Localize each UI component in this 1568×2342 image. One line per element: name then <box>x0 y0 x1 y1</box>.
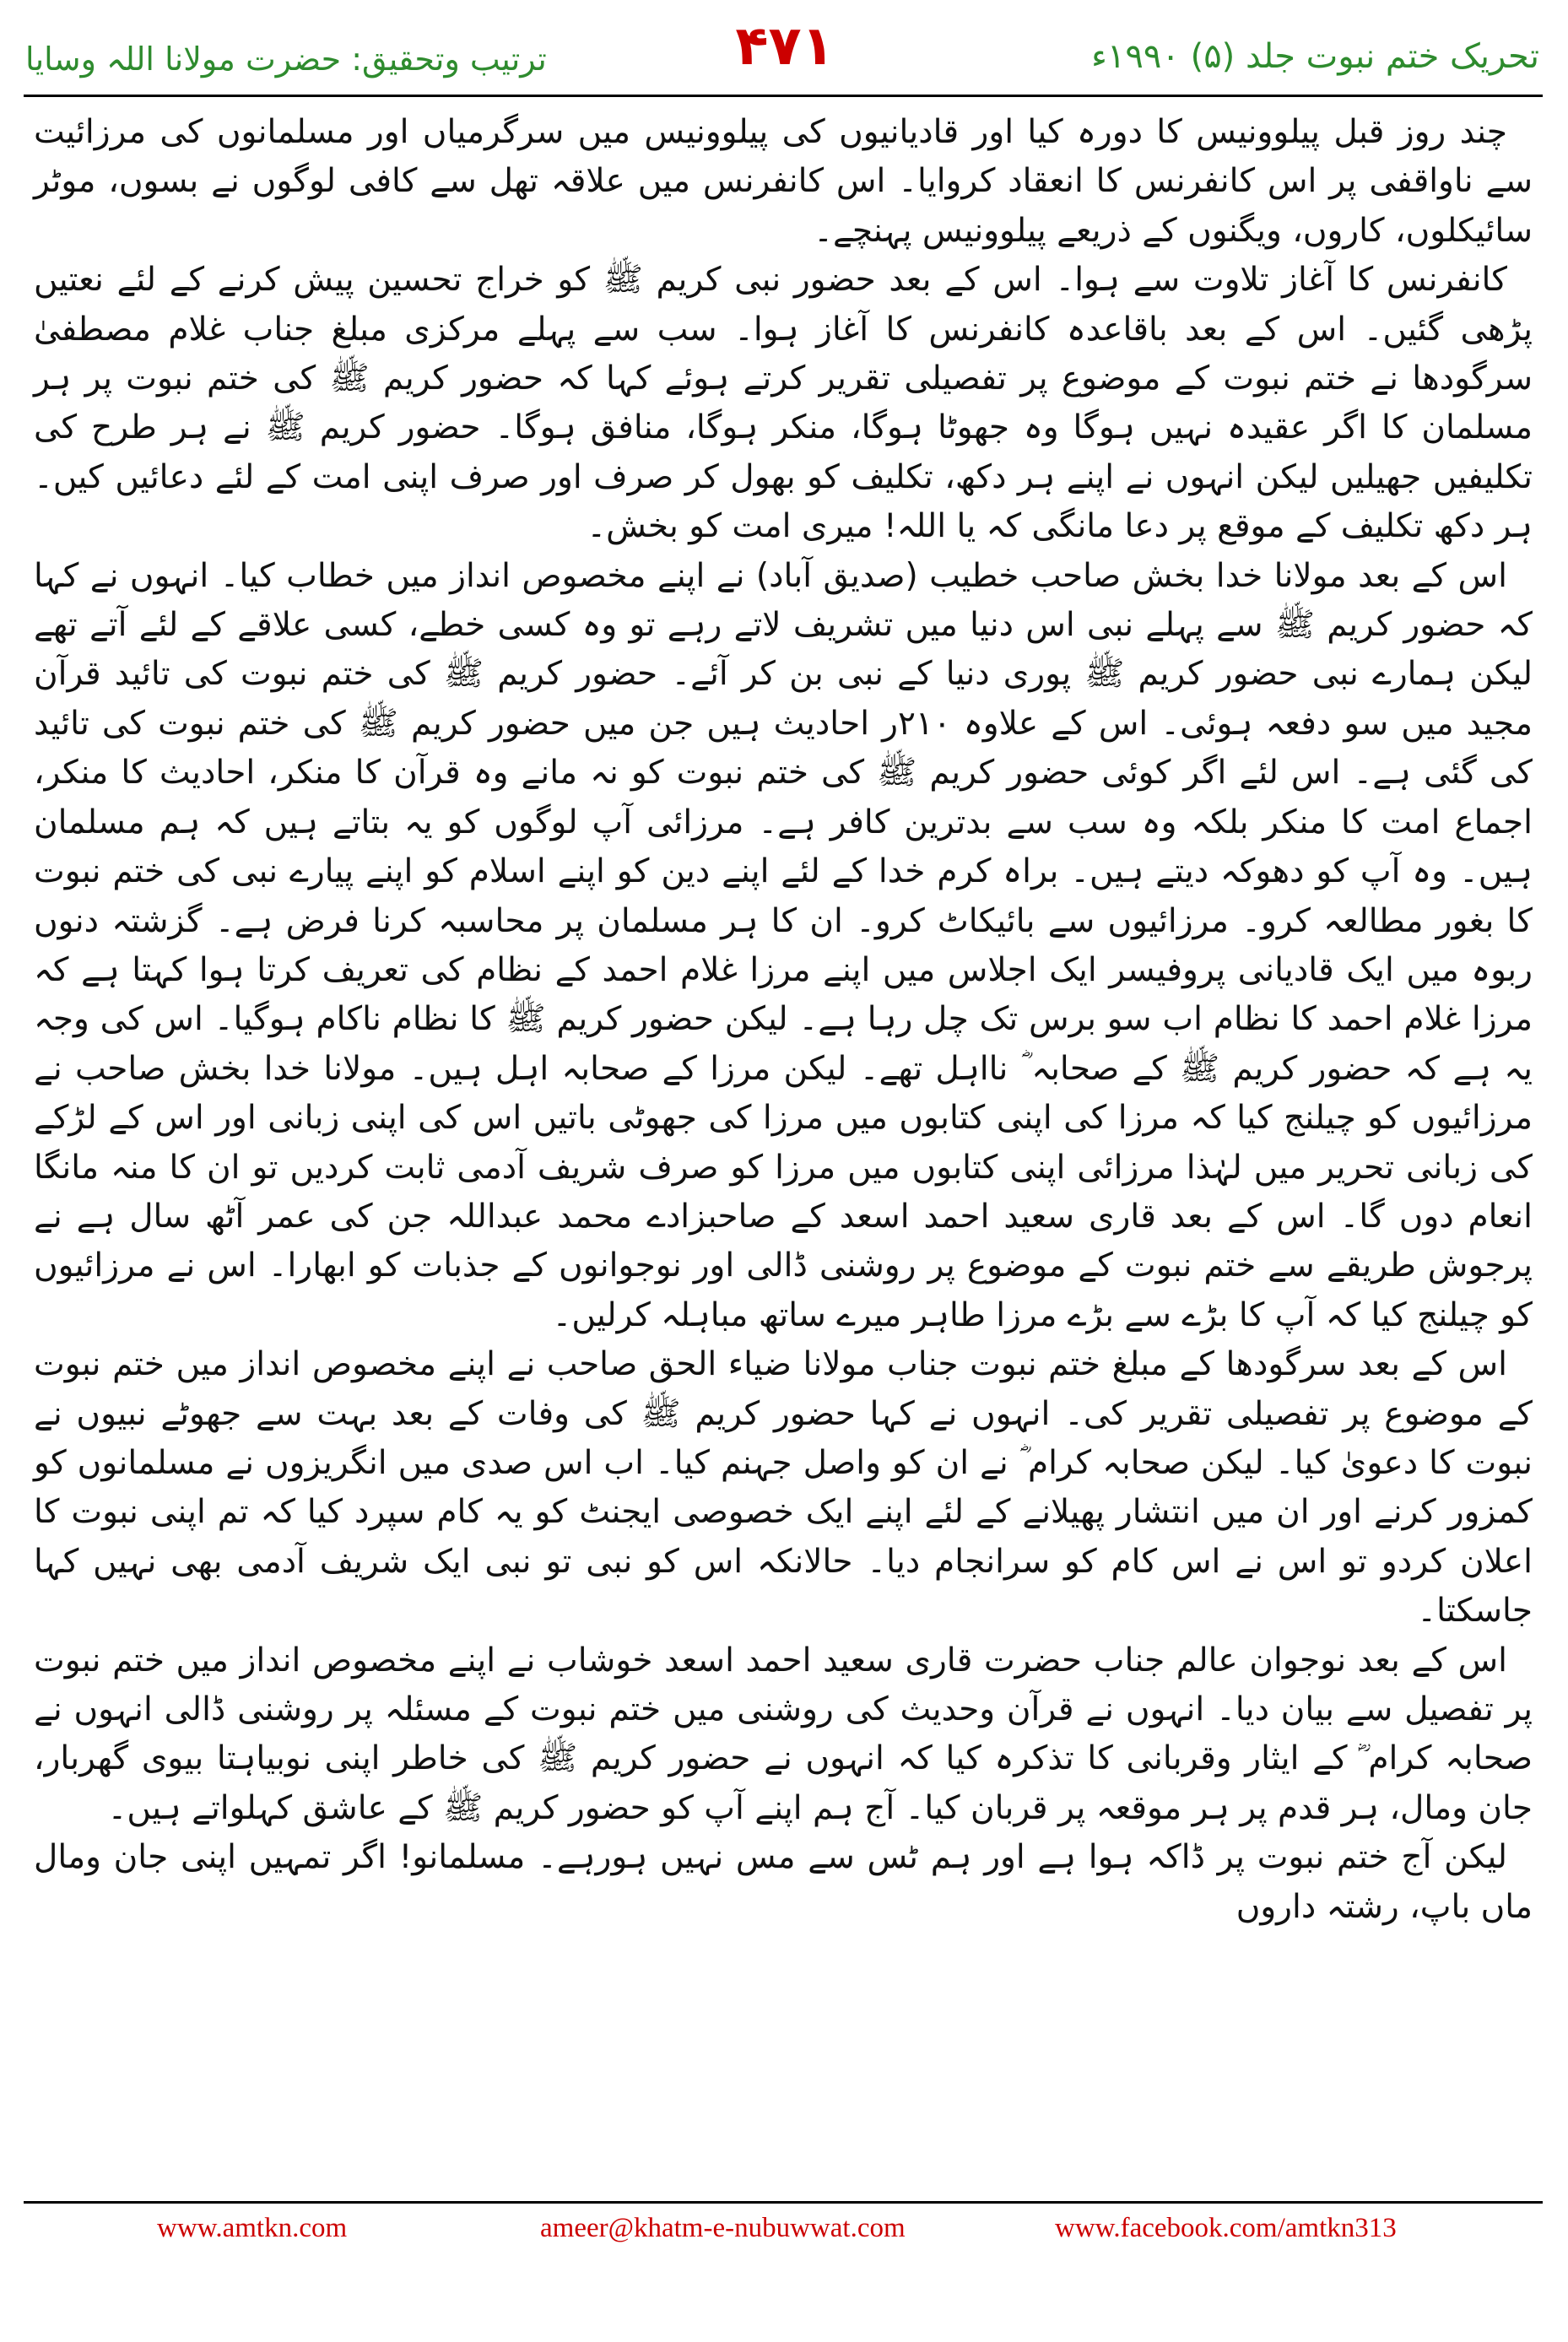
paragraph: لیکن آج ختم نبوت پر ڈاکہ ہوا ہے اور ہم ٹس سے مس نہیں ہورہے۔ مسلمانو! اگر تمہیں اپنی جان ومال ماں باپ، رشتہ داروں <box>34 1838 1533 1926</box>
editor-credit: ترتیب وتحقیق: حضرت مولانا اللہ وسایا <box>25 41 547 78</box>
paragraph: اس کے بعد سرگودھا کے مبلغ ختم نبوت جناب مولانا ضیاء الحق صاحب نے اپنے مخصوص انداز میں ختم نبوت کے موضوع پر تفصیلی تقریر کی۔ انہوں نے کہا حضور کریم ﷺ کی وفات کے بعد بہت سے جھوٹے نبیوں نے نبوت کا دعویٰ کیا۔ لیکن صحابہ کرام ؓ نے ان کو واصل جہنم کیا۔ اب اس صدی میں انگریزوں نے مسلمانوں کو کمزور کرنے اور ان میں انتشار پھیلانے کے لئے اپنے ایک خصوصی ایجنٹ کو یہ کام سپرد کیا کہ تم اپنی نبوت کا اعلان کردو تو اس نے اس کام کو سرانجام دیا۔ حالانکہ اس کو نبی تو نبی ایک شریف آدمی بھی نہیں کہا جاسکتا۔ <box>34 1345 1533 1631</box>
paragraph: اس کے بعد مولانا خدا بخش صاحب خطیب (صدیق آباد) نے اپنے مخصوص انداز میں خطاب کیا۔ انہوں نے کہا کہ حضور کریم ﷺ سے پہلے نبی اس دنیا میں تشریف لاتے رہے تو وہ کسی خطے، کسی علاقے کے لئے آتے تھے لیکن ہمارے نبی حضور کریم ﷺ پوری دنیا کے نبی بن کر آئے۔ حضور کریم ﷺ کی ختم نبوت کی تائید قرآن مجید میں سو دفعہ ہوئی۔ اس کے علاوہ ۲۱۰ر احادیث ہیں جن میں حضور کریم ﷺ کی ختم نبوت کی تائید کی گئی ہے۔ اس لئے اگر کوئی حضور کریم ﷺ کی ختم نبوت کو نہ مانے وہ قرآن کا منکر، احادیث کا منکر، اجماع امت کا منکر بلکہ وہ سب سے بدترین کافر ہے۔ مرزائی آپ لوگوں کو یہ بتاتے ہیں کہ ہم مسلمان ہیں۔ وہ آپ کو دھوکہ دیتے ہیں۔ براہ کرم خدا کے لئے اپنے دین کو اپنے اسلام کو اپنے پیارے نبی کی ختم نبوت کا بغور مطالعہ کرو۔ مرزائیوں سے بائیکاٹ کرو۔ ان کا ہر مسلمان پر محاسبہ کرنا فرض ہے۔ گزشتہ دنوں ربوہ میں ایک قادیانی پروفیسر ایک اجلاس میں اپنے مرزا غلام احمد کے نظام کی تعریف کرتا ہوا کہتا ہے کہ مرزا غلام احمد کا نظام اب سو برس تک چل رہا ہے۔ لیکن حضور کریم ﷺ کا نظام ناکام ہوگیا۔ اس کی وجہ یہ ہے کہ حضور کریم ﷺ کے صحابہ ؓ نااہل تھے۔ لیکن مرزا کے صحابہ اہل ہیں۔ مولانا خدا بخش صاحب نے مرزائیوں کو چیلنج کیا کہ مرزا کی اپنی کتابوں میں مرزا کی جھوٹی باتیں اس کی اپنی زبانی اور اس کے لڑکے کی زبانی تحریر میں لہٰذا مرزائی اپنی کتابوں میں مرزا کو صرف شریف آدمی ثابت کردیں تو ان کا منہ مانگا انعام دوں گا۔ اس کے بعد قاری سعید احمد اسعد کے صاحبزادے محمد عبداللہ جن کی عمر آٹھ سال ہے نے پرجوش طریقے سے ختم نبوت کے موضوع پر روشنی ڈالی اور نوجوانوں کے جذبات کو ابھارا۔ اس نے مرزائیوں کو چیلنج کیا کہ آپ کا بڑے سے بڑے مرزا طاہر میرے ساتھ مباہلہ کرلیں۔ <box>34 556 1533 1334</box>
page-header <box>0 0 1568 93</box>
header-divider <box>24 95 1543 97</box>
paragraph: کانفرنس کا آغاز تلاوت سے ہوا۔ اس کے بعد حضور نبی کریم ﷺ کو خراج تحسین پیش کرنے کے لئے نعتیں پڑھی گئیں۔ اس کے بعد باقاعدہ کانفرنس کا آغاز ہوا۔ سب سے پہلے مرکزی مبلغ جناب غلام مصطفیٰ سرگودھا نے ختم نبوت کے موضوع پر تفصیلی تقریر کرتے ہوئے کہا کہ حضور کریم ﷺ کی ختم نبوت پر ہر مسلمان کا اگر عقیدہ نہیں ہوگا وہ جھوٹا ہوگا، منکر ہوگا، منافق ہوگا۔ حضور کریم ﷺ نے ہر طرح کی تکلیفیں جھیلیں لیکن انہوں نے اپنے ہر دکھ، تکلیف کو بھول کر صرف اور صرف اپنی امت کے لئے دعائیں کیں۔ ہر دکھ تکلیف کے موقع پر دعا مانگی کہ یا اللہ! میری امت کو بخش۔ <box>34 261 1533 546</box>
journal-title: تحریک ختم نبوت جلد (۵) ۱۹۹۰ء <box>1091 37 1539 76</box>
paragraph: چند روز قبل پیلوونیس کا دورہ کیا اور قادیانیوں کی پیلوونیس میں سرگرمیاں اور مسلمانوں کی مرزائیت سے ناواقفی پر اس کانفرنس کا انعقاد کروایا۔ اس کانفرنس میں علاقہ تھل سے کافی لوگوں نے بسوں، موٹر سائیکلوں، کاروں، ویگنوں کے ذریعے پیلوونیس پہنچے۔ <box>34 113 1533 250</box>
footer-divider <box>24 2201 1543 2204</box>
article-body <box>34 108 1533 1932</box>
facebook-link[interactable]: www.facebook.com/amtkn313 <box>1055 2213 1397 2243</box>
email-link[interactable]: ameer@khatm-e-nubuwwat.com <box>540 2213 906 2243</box>
page-footer <box>0 2213 1568 2264</box>
paragraph: اس کے بعد نوجوان عالم جناب حضرت قاری سعید احمد اسعد خوشاب نے اپنے مخصوص انداز میں ختم نبوت پر تفصیل سے بیان دیا۔ انہوں نے قرآن وحدیث کی روشنی میں ختم نبوت کے مسئلہ پر روشنی ڈالی انہوں نے صحابہ کرام ؓ کے ایثار وقربانی کا تذکرہ کیا کہ انہوں نے حضور کریم ﷺ کی خاطر اپنی نوبیاہتا بیوی گھربار، جان ومال، ہر قدم پر ہر موقعہ پر قربان کیا۔ آج ہم اپنے آپ کو حضور کریم ﷺ کے عاشق کہلواتے ہیں۔ <box>34 1641 1533 1827</box>
page-number: ۴۷۱ <box>735 15 835 78</box>
website-link[interactable]: www.amtkn.com <box>157 2213 348 2243</box>
